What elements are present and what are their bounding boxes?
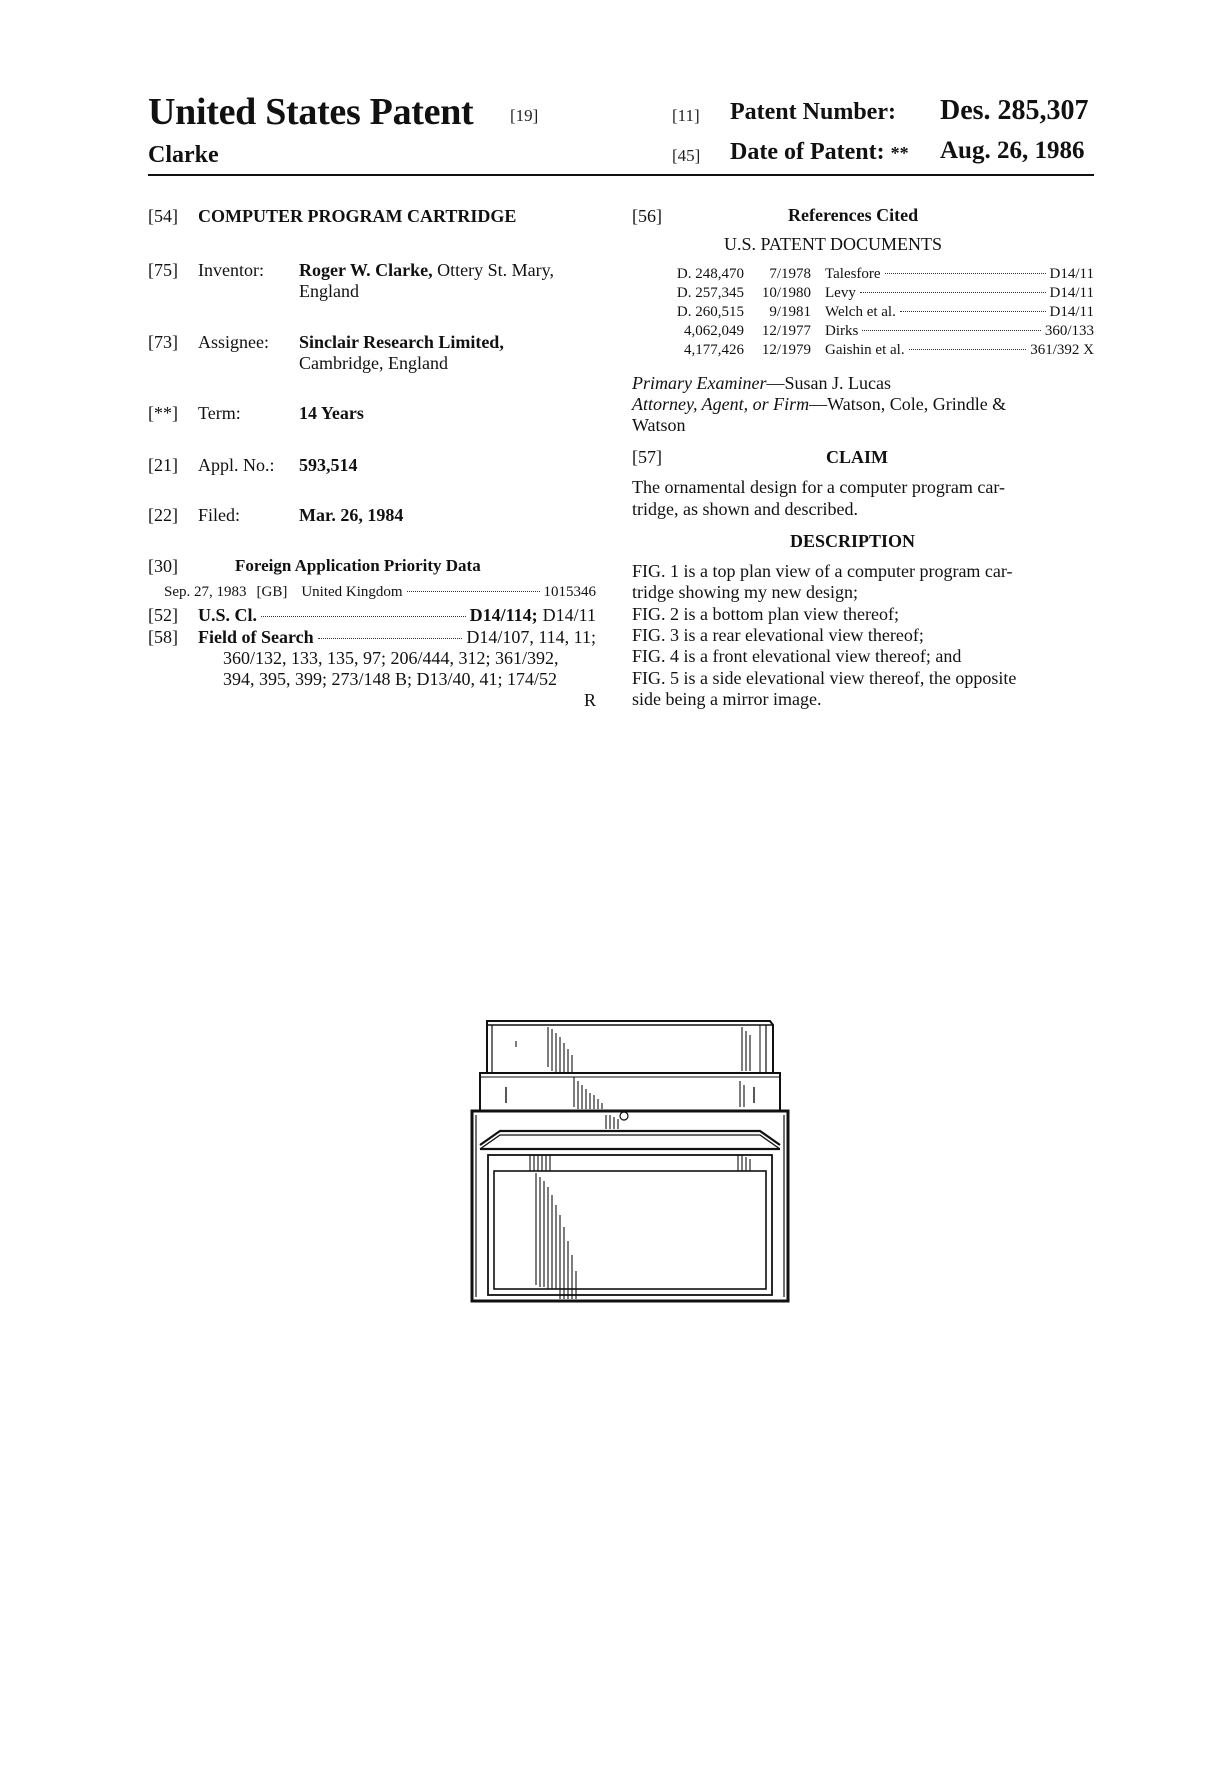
uscl-code: [52]: [148, 605, 178, 625]
header-rule: [148, 174, 1094, 176]
attorney-line: [632, 394, 1006, 415]
appl-code: [21]: [148, 455, 178, 475]
description-line: [632, 646, 961, 667]
claim-code: [57]: [632, 447, 662, 467]
figure-ref: FIG. 2: [632, 603, 680, 624]
assignee-name: Sinclair Research Limited,: [299, 332, 504, 352]
description-line: [632, 689, 821, 710]
figure-ref: FIG. 1: [632, 561, 680, 581]
reference-inventor: Gaishin et al.: [825, 342, 905, 358]
reference-date: 9/1981: [769, 304, 811, 320]
foreign-code: [30]: [148, 556, 178, 576]
leader-dots: [909, 349, 1027, 350]
examiner-label: Primary Examiner: [632, 373, 767, 393]
invention-title: COMPUTER PROGRAM CARTRIDGE: [198, 206, 517, 226]
search-line-4: R: [584, 690, 597, 710]
refs-subtitle: U.S. PATENT DOCUMENTS: [724, 234, 943, 254]
refs-title: References Cited: [788, 205, 919, 225]
search-line-1: D14/107, 114, 11;: [466, 627, 596, 647]
inventor-label: Inventor:: [198, 260, 264, 280]
patent-office-title: United States Patent: [148, 91, 474, 133]
attorney-firm: —Watson, Cole, Grindle &: [809, 394, 1007, 414]
inventor-line-1: [299, 260, 554, 281]
reference-class: 360/133: [1044, 323, 1094, 339]
date-label: [730, 139, 909, 166]
date-code: [45]: [672, 146, 701, 165]
patent-number-code: [11]: [672, 106, 700, 125]
search-code: [58]: [148, 627, 178, 647]
description-text: is a rear elevational view thereof;: [679, 624, 924, 645]
figure-ref: FIG. 3: [632, 624, 680, 645]
reference-class: 361/392 X: [1030, 342, 1094, 358]
leader-dots: [862, 330, 1040, 331]
term-label: Term:: [198, 403, 241, 423]
reference-date: 12/1979: [761, 342, 811, 358]
term-code: [**]: [148, 403, 178, 423]
reference-inventor: Talesfore: [825, 266, 881, 282]
title-code: [19]: [510, 106, 539, 125]
uscl-value-main: D14/114;: [469, 605, 538, 625]
reference-number: D. 257,345: [676, 285, 744, 301]
leader-dots: [900, 311, 1046, 312]
attorney-label: Attorney, Agent, or Firm: [632, 394, 810, 414]
foreign-date: Sep. 27, 1983: [164, 584, 247, 600]
examiner-line: [632, 373, 891, 394]
uscl-label: U.S. Cl.: [198, 605, 258, 625]
leader-dots: [318, 638, 463, 639]
reference-row: [664, 285, 1094, 304]
claim-line-1: The ornamental design for a computer program car-: [632, 477, 1005, 497]
inventor-name: Roger W. Clarke,: [299, 260, 433, 280]
description-line: [632, 604, 899, 625]
reference-row: [664, 323, 1094, 342]
examiner-name: —Susan J. Lucas: [766, 373, 891, 393]
search-line-2: 360/132, 133, 135, 97; 206/444, 312; 361/392,: [223, 648, 559, 668]
patent-number-label: Patent Number:: [730, 99, 896, 125]
assignee-label: Assignee:: [198, 332, 269, 352]
leader-dots: [407, 591, 540, 592]
inventor-place: Ottery St. Mary,: [437, 260, 554, 280]
reference-row: [664, 342, 1094, 361]
search-line-3: 394, 395, 399; 273/148 B; D13/40, 41; 174/52: [223, 669, 558, 689]
reference-inventor: Levy: [825, 285, 856, 301]
foreign-title: Foreign Application Priority Data: [235, 556, 481, 575]
title-field-code: [54]: [148, 206, 178, 226]
assignee-place: Cambridge, England: [299, 353, 448, 373]
description-title: DESCRIPTION: [790, 531, 916, 551]
patent-number: Des. 285,307: [940, 95, 1089, 126]
claim-title: CLAIM: [826, 447, 888, 467]
foreign-country: United Kingdom: [301, 584, 403, 600]
reference-number: D. 260,515: [676, 304, 744, 320]
search-label: Field of Search: [198, 627, 314, 647]
claim-line-2: tridge, as shown and described.: [632, 499, 858, 519]
reference-class: D14/11: [1049, 266, 1094, 282]
date-label-text: Date of Patent:: [730, 139, 885, 165]
reference-inventor: Dirks: [825, 323, 859, 339]
reference-number: D. 248,470: [676, 266, 744, 282]
description-line: [632, 582, 858, 603]
filed-code: [22]: [148, 505, 178, 525]
reference-date: 7/1978: [769, 266, 811, 282]
search-row: [198, 627, 596, 648]
description-text: is a bottom plan view thereof;: [679, 603, 899, 624]
leader-dots: [860, 292, 1046, 293]
reference-class: D14/11: [1049, 304, 1094, 320]
reference-inventor: Welch et al.: [825, 304, 896, 320]
leader-dots: [261, 616, 466, 617]
reference-row: [664, 304, 1094, 323]
reference-number: 4,062,049: [684, 323, 744, 339]
description-text: is a top plan view of a computer program car-: [679, 561, 1013, 581]
filed-label: Filed:: [198, 505, 241, 525]
date-value: Aug. 26, 1986: [940, 137, 1085, 164]
description-line: [632, 668, 1016, 689]
description-text: tridge showing my new design;: [632, 582, 858, 603]
foreign-priority-row: [164, 584, 596, 601]
reference-class: D14/11: [1049, 285, 1094, 301]
reference-number: 4,177,426: [684, 342, 744, 358]
reference-row: [664, 266, 1094, 285]
appl-value: 593,514: [299, 455, 358, 475]
description-text: is a side elevational view thereof, the opposite: [679, 667, 1017, 688]
reference-date: 12/1977: [761, 323, 811, 339]
inventor-code: [75]: [148, 260, 178, 280]
refs-code: [56]: [632, 206, 662, 226]
cartridge-drawing-icon: [470, 1015, 790, 1305]
assignee-code: [73]: [148, 332, 178, 352]
description-text: is a front elevational view thereof; and: [679, 646, 962, 667]
description-line: [632, 625, 924, 646]
term-value: 14 Years: [299, 403, 364, 423]
description-line: [632, 561, 1013, 582]
reference-date: 10/1980: [761, 285, 811, 301]
uscl-row: [198, 605, 596, 626]
figure-ref: FIG. 5: [632, 667, 680, 688]
inventor-country: England: [299, 281, 359, 301]
foreign-number: 1015346: [543, 584, 596, 600]
date-mark: **: [890, 143, 909, 163]
description-text: side being a mirror image.: [632, 688, 822, 709]
leader-dots: [885, 273, 1046, 274]
appl-label: Appl. No.:: [198, 455, 275, 475]
attorney-line-2: Watson: [632, 415, 686, 435]
filed-value: Mar. 26, 1984: [299, 505, 404, 525]
uscl-value-rest: D14/11: [542, 605, 596, 625]
figure-ref: FIG. 4: [632, 646, 680, 667]
foreign-country-code: [GB]: [256, 584, 288, 600]
inventor-surname: Clarke: [148, 142, 219, 168]
